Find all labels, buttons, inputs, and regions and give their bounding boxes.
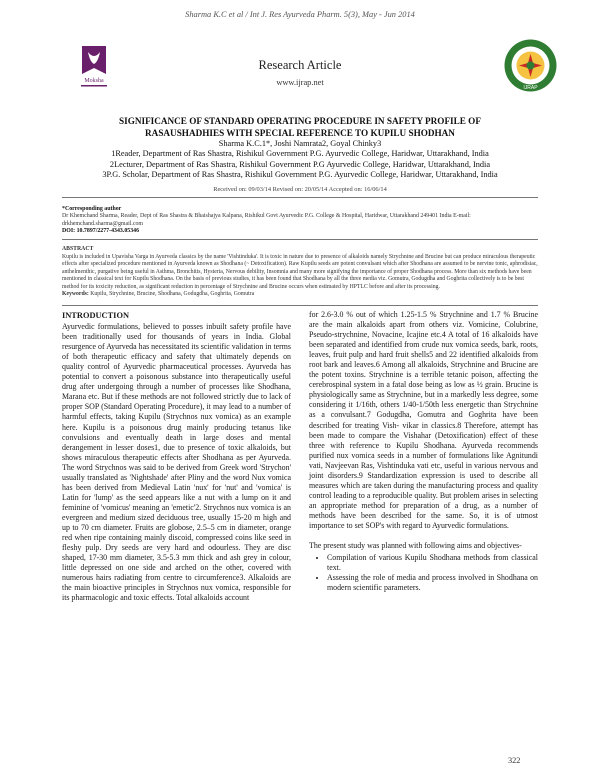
- paper-title: [100, 115, 500, 139]
- objective-item: • Assessing the role of media and process involved in Shodhana on modern scientific parameters.: [327, 573, 538, 593]
- author-block: [70, 139, 530, 181]
- title-line-2: RASAUSHADHIES WITH SPECIAL REFERENCE TO KUPILU SHODHAN: [145, 128, 455, 138]
- received-dates: Received on: 09/03/14 Revised on: 20/05/14 Accepted on: 16/06/14: [213, 186, 387, 193]
- divider-mid: [62, 239, 538, 240]
- abstract-text: Kupilu is included in Upavisha Varga in Ayurveda classics by the name 'Vishtinduka'. It is toxic in nature due to presence of alkaloids namely Strychnine and Brucine but can produce miraculous therapeutic effects after specialized procedure mentioned in Ayurveda known as Shodhana (~ Detoxification). Raw Kupilu seeds are potent convulsant which after Shodhana are assumed to be nervine tonic, aphrodisiac, anthelmenthic, purgative being useful in Asthma, Bronchitis, Hysteria, Nervous debility, Insomnia and many more signifying the importance of proper Shodhana process. More than six methods have been mentioned in classical text for Kupilu Shodhana. On the basis of previous studies, it has been found that Shodhana by all the three media viz. Gomutra, Godugdha and Goghrita collectively is to be best method for its toxicity reduction, as significant reduction in percentage of Strychnine and Brucine occurs when estimated by HPTLC before and after its processing.: [62, 253, 538, 290]
- objective-item: • Compilation of various Kupilu Shodhana methods from classical text.: [327, 553, 538, 573]
- title-line-1: SIGNIFICANCE OF STANDARD OPERATING PROCEDURE IN SAFETY PROFILE OF: [119, 116, 481, 126]
- corresponding-author: [62, 206, 538, 236]
- doi[interactable]: DOI: 10.7897/2277-4343.05346: [62, 228, 140, 235]
- keywords-label: Keywords:: [62, 291, 89, 297]
- ijrap-seal-text: IJRAP: [523, 85, 538, 91]
- divider-bottom: [62, 305, 538, 306]
- journal-header: [0, 58, 600, 87]
- abstract-block: [62, 246, 538, 299]
- corr-details: Dr Khemchand Sharma, Reader, Dept of Ras Shastra & Bhaishajya Kalpana, Rishikul Govt Ayurvedic P.G. College & Hospital, Haridwar, Uttarakhand 249401 India E-mail: drkhemchand.sharma@gmail.com: [62, 213, 471, 227]
- divider-top: [62, 197, 538, 198]
- abstract-label: ABSTRACT: [62, 246, 94, 252]
- corr-label: *Corresponding author: [62, 206, 122, 212]
- running-head: Sharma K.C et al / Int J. Res Ayurveda Pharm. 5(3), May - Jun 2014: [185, 10, 415, 19]
- right-column: [309, 310, 538, 593]
- right-paragraph-1: for 2.6-3.0 % out of which 1.25-1.5 % Strychnine and 1.7 % Brucine are the main alkaloids apart from others viz. Vomicine, Colubrine, Pseudo-strychnine, Novacine, Icajine etc.4 A total of 16 alkaloids have been separated and identified from crude nux vomica seeds, bark, roots, leaves, fruit pulp and hard fruit shells5 and 22 identified alkaloids from root bark and leaves.6 Among all alkaloids, Strychnine and Brucine are the potent toxins. Strychnine is a terrible tetanic poison, affecting the cerebrospinal system in a fatal dose being as low as ½ grain. Brucine is physiologically same as Strychnine, but in a markedly less degree, some considering it 1/16th, others 1/40-1/50th less energetic than Strychnine as a convulsant.7 Godugdha, Gomutra and Goghrita have been described for treating Vish- vikar in classics.8 Therefore, attempt has been made to compare the Vishahar (Detoxification) effect of these three with reference to Kupilu Shodhana. Ayurveda recommends purified nux vomica seeds in a number of formulations like Agnitundi vati, Navjeevan Ras, Vishtinduka vati etc, useful in various nervous and joint disorders.9 Standardization expression is used to describe all measures which are taken during the manufacturing process and quality control leading to a reproducible quality. But problem arises in selecting an appropriate method for preparation of a drug, as a number of methods have been described for the same. So, it is of utmost importance to set SOP's with regard to Ayurvedic formulations.: [309, 310, 538, 530]
- objectives-list: [309, 553, 538, 593]
- moksha-logo-text: Moksha: [84, 78, 104, 84]
- intro-heading: INTRODUCTION: [62, 311, 130, 320]
- left-column: [62, 311, 291, 603]
- journal-url[interactable]: www.ijrap.net: [276, 78, 324, 87]
- affiliation-1: 1Reader, Department of Ras Shastra, Rishikul Government P.G. Ayurvedic College, Haridwar, Uttarakhand, India: [111, 149, 489, 159]
- affiliation-3: 3P.G. Scholar, Department of Ras Shastra, Rishikul Government P.G. Ayurvedic College, Haridwar, Uttarakhand, India: [102, 170, 498, 180]
- intro-paragraph: Ayurvedic formulations, believed to posses inbuilt safety profile have been traditionally used for thousands of years in India. Global resurgence of Ayurveda has necessitated its scientific validation in terms of both therapeutic efficacy and safety that ultimately depends on quality control of Ayurvedic pharmaceutical processes. Ayurveda has potential to convert a poisonous substance into therapeutically useful drug after undergoing through a number of processes like Shodhana, Marana etc. But if these methods are not followed strictly due to lack of proper SOP (Standard Operating Procedure), it may lead to a number of harmful effects, taking Kupilu (Strychnos nux vomica) as an example here. Kupilu is a poisonous drug mainly producing tetanus like convulsions and eventually death in large doses and mental derangement in lesser doses1, due to presence of toxic alkaloids, but shows miraculous therapeutic effects after Shodhana as per Ayurveda. The word Strychnos was said to be derived from Greek word 'Strychon' usually translated as 'Nightshade' after Pliny and the word Nux vomica has been derived from Medieval Latin 'nux' for 'nut' and 'vomica' is Latin for 'lump' as the seed appears like a nut with a lump on it and feminine of 'vomicus' meaning an 'emetic'2. Strychnos nux vomica is an evergreen and medium sized deciduous tree, usually 15-20 m high and up to 70 cm diameter. Fruits are globose, 2.5–5 cm in diameter, orange red when ripe containing mainly discoid, compressed coins like seed in fleshy pulp. Dry seeds are very hard and odourless. They are disc shaped, 17-30 mm diameter, 3.5-5.3 mm thick and ash grey in colour, little depressed on one side and arched on the other, covered with numerous hairs radiating from centre to circumference3. Alkaloids are the main bioactive principles in Strychnos nux vomica, responsible for its pharmacologic and toxic effects. Total alkaloids account: [62, 322, 291, 603]
- author-names: Sharma K.C.1*, Joshi Namrata2, Goyal Chinky3: [218, 139, 382, 148]
- right-paragraph-2: The present study was planned with following aims and objectives-: [309, 541, 522, 551]
- article-type: Research Article: [258, 58, 342, 72]
- page-number: 322: [508, 756, 521, 765]
- keywords-text: Kupilu, Strychnine, Brucine, Shodhana, Godugdha, Goghrita, Gomutra: [90, 291, 255, 297]
- affiliation-2: 2Lecturer, Department of Ras Shastra, Rishikul Government P.G Ayurvedic College, Haridwar, Uttarakhand, India: [109, 159, 491, 169]
